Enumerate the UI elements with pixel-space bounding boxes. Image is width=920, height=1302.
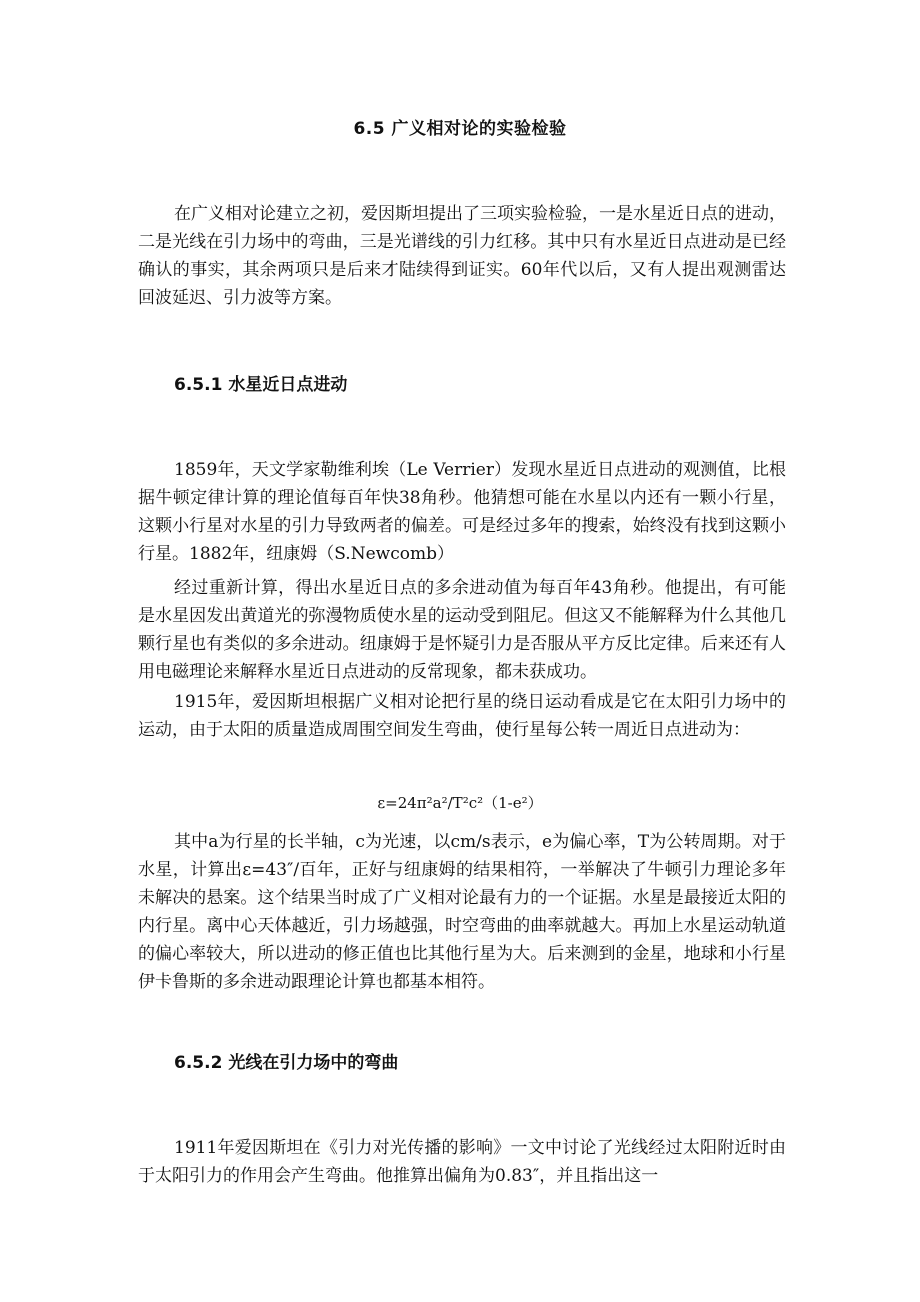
section-heading-light-bending: 6.5.2 光线在引力场中的弯曲 (174, 1053, 399, 1073)
intro-paragraph: 在广义相对论建立之初，爱因斯坦提出了三项实验检验，一是水星近日点的进动，二是光线在引力场中的弯曲，三是光谱线的引力红移。其中只有水星近日点进动是已经确认的事实，其余两项只是后来才陆续得到证实。60年代以后，又有人提出观测雷达回波延迟、引力波等方案。 (138, 204, 786, 308)
page-title: 6.5 广义相对论的实验检验 (353, 119, 567, 139)
paragraph-le-verrier: 1859年，天文学家勒维利埃（Le Verrier）发现水星近日点进动的观测值，比根据牛顿定律计算的理论值每百年快38角秒。他猜想可能在水星以内还有一颗小行星，这颗小行星对水星的引力导致两者的偏差。可是经过多年的搜索，始终没有找到这颗小行星。1882年，纽康姆（S.Newcomb） (138, 460, 786, 564)
paragraph-einstein-1915: 1915年，爱因斯坦根据广义相对论把行星的绕日运动看成是它在太阳引力场中的运动，由于太阳的质量造成周围空间发生弯曲，使行星每公转一周近日点进动为： (138, 692, 786, 740)
paragraph-mercury-result: 其中a为行星的长半轴，c为光速，以cm/s表示，e为偏心率，T为公转周期。对于水星，计算出ε=43″/百年，正好与纽康姆的结果相符，一举解决了牛顿引力理论多年未解决的悬案。这个结果当时成了广义相对论最有力的一个证据。水星是最接近太阳的内行星。离中心天体越近，引力场越强，时空弯曲的曲率就越大。再加上水星运动轨道的偏心率较大，所以进动的修正值也比其他行星为大。后来测到的金星，地球和小行星伊卡鲁斯的多余进动跟理论计算也都基本相符。 (138, 832, 786, 992)
section-heading-mercury: 6.5.1 水星近日点进动 (174, 375, 348, 395)
precession-formula: ε=24π²a²/T²c²（1-e²） (377, 794, 543, 812)
paragraph-light-bending: 1911年爱因斯坦在《引力对光传播的影响》一文中讨论了光线经过太阳附近时由于太阳引力的作用会产生弯曲。他推算出偏角为0.83″，并且指出这一 (138, 1138, 786, 1186)
paragraph-newcomb: 经过重新计算，得出水星近日点的多余进动值为每百年43角秒。他提出，有可能是水星因发出黄道光的弥漫物质使水星的运动受到阻尼。但这又不能解释为什么其他几颗行星也有类似的多余进动。纽康姆于是怀疑引力是否服从平方反比定律。后来还有人用电磁理论来解释水星近日点进动的反常现象，都未获成功。 (138, 578, 786, 682)
